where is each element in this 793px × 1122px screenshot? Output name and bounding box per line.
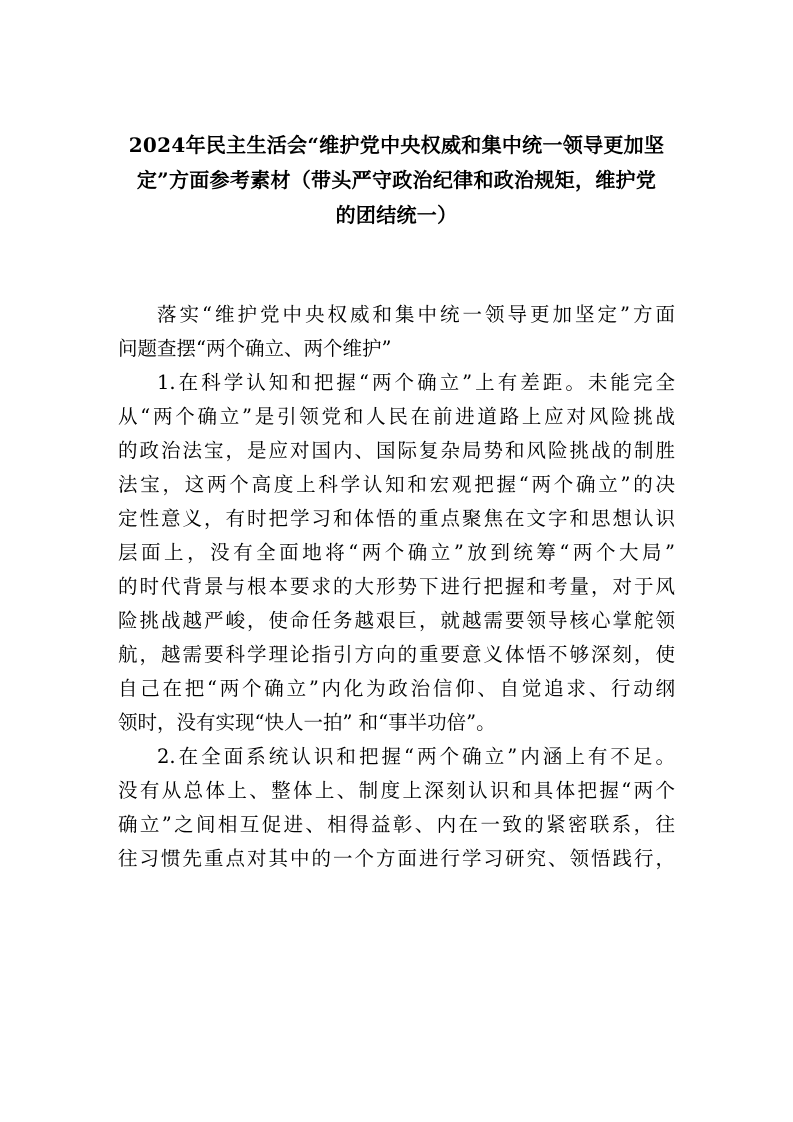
text-line: 往习惯先重点对其中的一个方面进行学习研究、领悟践行， — [118, 847, 675, 870]
text-line: 险挑战越严峻，使命任务越艰巨，就越需要领导核心掌舵领 — [118, 609, 675, 632]
text-line: 定性意义，有时把学习和体悟的重点聚焦在文字和思想认识 — [118, 507, 675, 530]
paragraph-item-1 — [118, 366, 675, 740]
text-line: 没有从总体上、整体上、制度上深刻认识和具体把握“两个 — [118, 779, 675, 802]
text-line: 1.在科学认知和把握“两个确立”上有差距。未能完全 — [157, 371, 675, 394]
text-line: 问题查摆“两个确立、两个维护” — [118, 337, 392, 360]
text-line: 的时代背景与根本要求的大形势下进行把握和考量，对于风 — [118, 575, 675, 598]
text-line: 2.在全面系统认识和把握“两个确立”内涵上有不足。 — [157, 745, 675, 768]
title-line: 定”方面参考素材（带头严守政治纪律和政治规矩，维护党 — [136, 168, 657, 192]
text-line: 领时，没有实现“快人一拍” 和“事半功倍”。 — [118, 711, 496, 734]
paragraph-intro — [118, 298, 675, 366]
text-line: 层面上，没有全面地将“两个确立”放到统筹“两个大局” — [118, 541, 675, 564]
text-line: 法宝，这两个高度上科学认知和宏观把握“两个确立”的决 — [118, 473, 675, 496]
text-line: 确立”之间相互促进、相得益彰、内在一致的紧密联系，往 — [118, 813, 675, 836]
text-line: 从“两个确立”是引领党和人民在前进道路上应对风险挑战 — [118, 405, 675, 428]
text-line: 航，越需要科学理论指引方向的重要意义体悟不够深刻，使 — [118, 643, 675, 666]
text-line: 的政治法宝，是应对国内、国际复杂局势和风险挑战的制胜 — [118, 439, 675, 462]
document-body — [118, 298, 675, 876]
title-line: 2024年民主生活会“维护党中央权威和集中统一领导更加坚 — [128, 133, 665, 157]
title-line: 的团结统一） — [335, 203, 458, 227]
text-line: 落实“维护党中央权威和集中统一领导更加坚定”方面 — [157, 303, 675, 326]
paragraph-item-2 — [118, 740, 675, 876]
document-title — [118, 128, 675, 233]
text-line: 自己在把“两个确立”内化为政治信仰、自觉追求、行动纲 — [118, 677, 675, 700]
